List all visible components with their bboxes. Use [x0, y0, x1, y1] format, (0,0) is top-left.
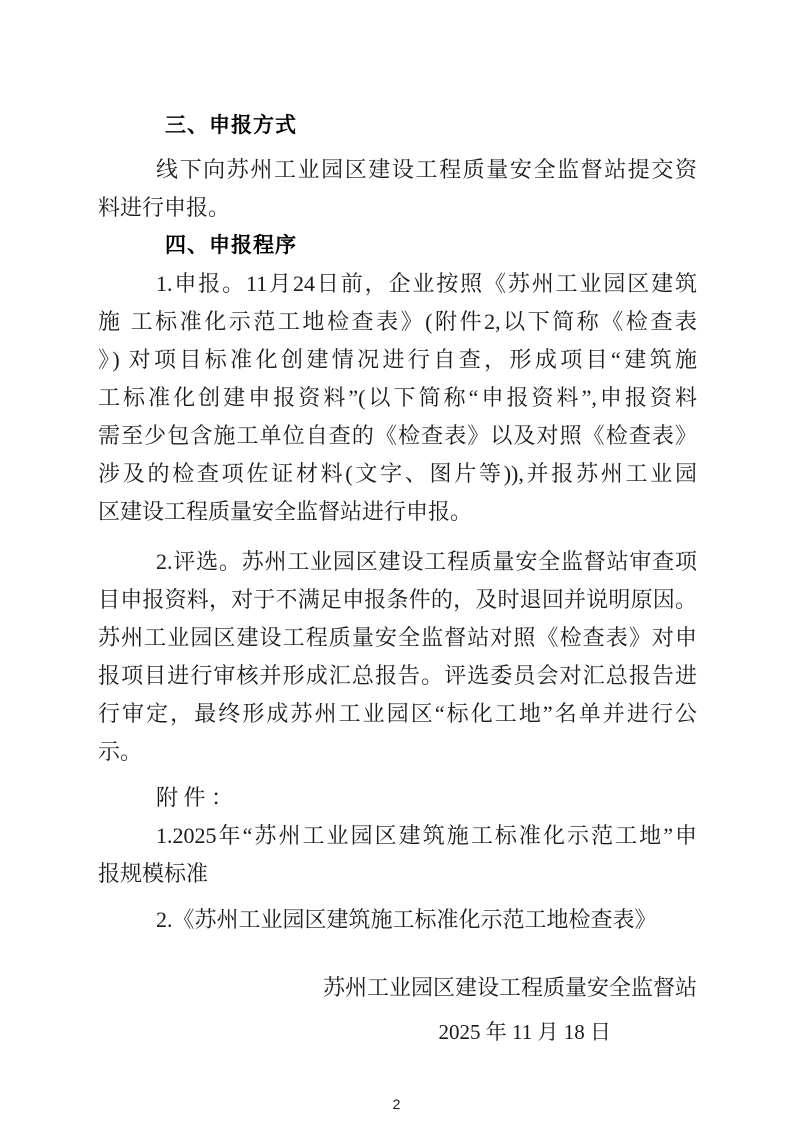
text-line: 报项目进行审核并形成汇总报告。评选委员会对汇总报告进 [98, 663, 697, 688]
attachment-item-1: 1.2025年“苏州工业园区建筑施工标准化示范工地”申 [156, 823, 697, 848]
text-line: 1.申报。11月24日前，企业按照《苏州工业园区建筑 [156, 271, 697, 296]
page-number: 2 [392, 1096, 401, 1112]
attachment-item-1-continued: 报规模标准 [98, 861, 209, 886]
text-line: 示。 [98, 739, 143, 764]
section-heading-application-method: 三、申报方式 [165, 114, 297, 137]
section-heading-application-procedure: 四、申报程序 [165, 234, 297, 257]
text-line: 料进行申报。 [98, 195, 231, 220]
attachments-label: 附 件 ： [156, 785, 234, 810]
signature-organization: 苏州工业园区建设工程质量安全监督站 [322, 975, 697, 1000]
text-line: 行审定，最终形成苏州工业园区“标化工地”名单并进行公 [98, 701, 697, 726]
text-line: 线下向苏州工业园区建设工程质量安全监督站提交资 [156, 157, 697, 182]
text-line: 苏州工业园区建设工程质量安全监督站对照《检查表》对申 [98, 625, 697, 650]
document-content [98, 107, 697, 1051]
text-line: 施 工标准化示范工地检查表》(附件2,以下简称《检查表 [98, 309, 697, 334]
text-line: 工标准化创建申报资料”(以下简称“申报资料”,申报资料 [98, 385, 697, 410]
signature-date: 2025 年 11 月 18 日 [438, 1020, 611, 1044]
text-line: 区建设工程质量安全监督站进行申报。 [98, 499, 473, 524]
text-line: 需至少包含施工单位自查的《检查表》以及对照《检查表》 [98, 423, 697, 448]
text-line: 目申报资料，对于不满足申报条件的，及时退回并说明原因。 [98, 587, 697, 612]
attachment-item-2: 2.《苏州工业园区建筑施工标准化示范工地检查表》 [156, 907, 657, 932]
text-line: 涉及的检查项佐证材料(文字、图片等)),并报苏州工业园 [98, 461, 697, 486]
text-line: 2.评选。苏州工业园区建设工程质量安全监督站审查项 [156, 549, 697, 574]
text-line: 》) 对项目标准化创建情况进行自查，形成项目“建筑施 [98, 347, 697, 372]
